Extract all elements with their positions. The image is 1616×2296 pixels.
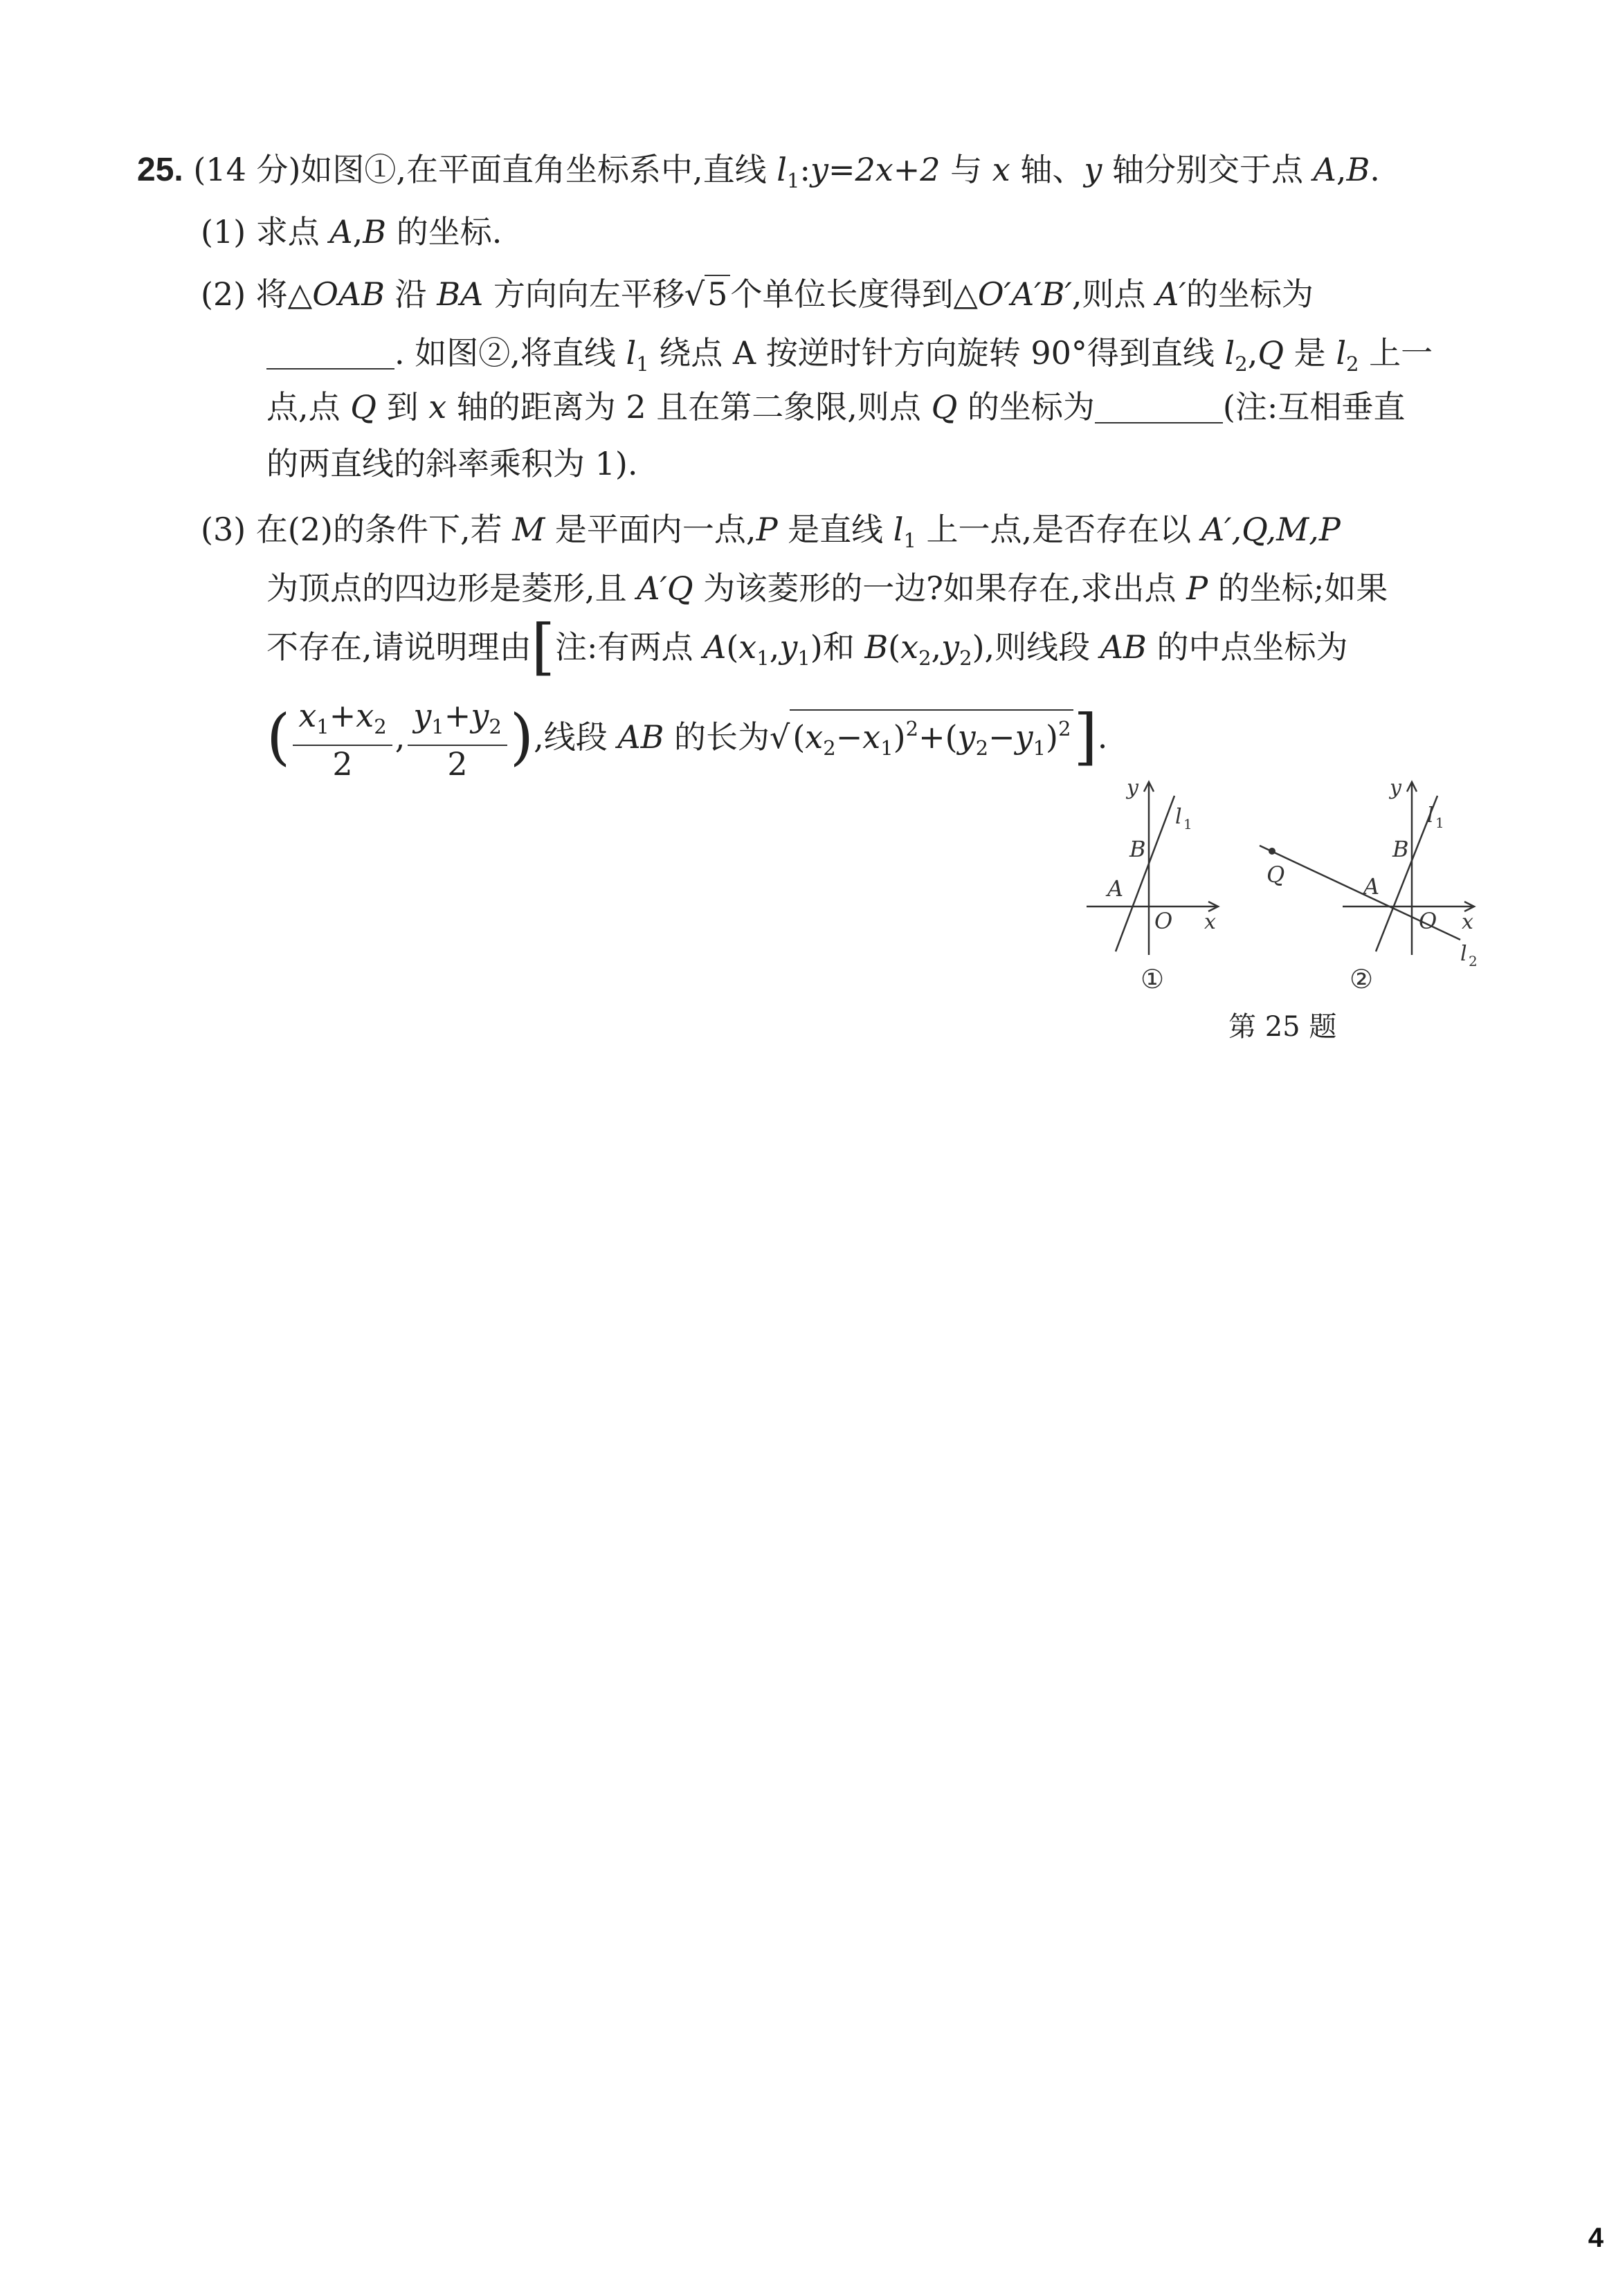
subscript: 1: [903, 529, 916, 552]
subscript: 1: [797, 646, 810, 670]
distance-formula: [790, 709, 1073, 766]
part3-note: 的中点坐标为: [1146, 628, 1348, 666]
part2-text: 沿: [384, 275, 437, 313]
line-l2: l: [1224, 334, 1235, 372]
point-b-label: B: [1129, 836, 1146, 862]
period: .: [1097, 718, 1108, 756]
answer-blank-q[interactable]: [1095, 392, 1223, 423]
part1-label: (1): [201, 213, 246, 250]
part3-text: 上一点,是否存在以: [916, 511, 1201, 548]
answer-blank-a-prime[interactable]: [266, 338, 394, 370]
part3-note: ,线段: [534, 718, 618, 756]
right-bracket: ]: [1073, 701, 1098, 772]
part2-text: 方向向左平移: [483, 275, 684, 313]
paren: (: [945, 718, 958, 756]
var-x: x: [805, 718, 824, 756]
part2-text: 将△: [255, 275, 313, 313]
segment-ab: AB: [617, 718, 664, 756]
part2-text: 到: [376, 388, 429, 426]
part3-text: 是平面内一点,: [545, 511, 756, 548]
subscript: 2: [489, 715, 502, 738]
subscript: 1: [316, 715, 329, 738]
var-x: x: [900, 628, 919, 666]
paren: (: [726, 628, 739, 666]
figure-1: [1080, 768, 1246, 990]
part2-text: 的坐标为: [957, 388, 1095, 426]
figure-2-svg: [1246, 768, 1495, 990]
x-axis-label: x: [1204, 910, 1216, 934]
period: .: [1370, 151, 1380, 188]
sqrt-value: 5: [705, 275, 730, 312]
part3-line-1: [201, 509, 1341, 561]
l1-label: l: [1427, 803, 1434, 828]
part3-note: 注:有两点: [554, 628, 704, 666]
var-y: y: [1015, 718, 1033, 756]
segment-ba: BA: [437, 275, 484, 313]
part3-line-4: [266, 695, 1107, 782]
part1-text: 求点: [255, 213, 330, 250]
var-x: x: [298, 697, 317, 734]
plus: +: [329, 697, 356, 734]
point-q-dot: [1269, 848, 1275, 855]
plus: +: [918, 718, 945, 756]
part2-text: 点,点: [266, 388, 351, 426]
subscript: 2: [975, 736, 989, 760]
point-b-label: B: [1392, 836, 1409, 862]
line-l2: l: [1336, 334, 1347, 372]
point-a: A: [1313, 151, 1336, 188]
part3-text: 的坐标;如果: [1208, 570, 1388, 607]
rhombus-vertices: A′,Q,M,P: [1201, 511, 1341, 548]
point-a-prime: A′: [1156, 275, 1186, 313]
part3-line-3: [266, 611, 1348, 682]
point-q: Q: [1258, 334, 1284, 372]
part3-text: 为该菱形的一边?如果存在,求出点: [693, 570, 1187, 607]
part2-text: 是: [1284, 334, 1336, 372]
paren: (: [792, 718, 806, 756]
var-y: y: [413, 697, 432, 734]
part3-text: 为顶点的四边形是菱形,且: [266, 570, 637, 607]
line-equation: y=2x+2: [810, 151, 941, 188]
subscript: 2: [1235, 352, 1248, 376]
part2-line-3: [266, 386, 1405, 428]
point-q: Q: [350, 388, 376, 426]
x-axis-label: x: [1462, 910, 1473, 934]
triangle-oab: OAB: [312, 275, 385, 313]
var-y: y: [779, 628, 798, 666]
var-x: x: [738, 628, 757, 666]
part2-text: 个单位长度得到△: [730, 275, 978, 313]
question-text: 轴、: [1010, 151, 1084, 188]
part2-note: 的两直线的斜率乘积为 1).: [266, 445, 638, 482]
y-axis-label: y: [1127, 776, 1138, 800]
left-bracket: [: [531, 611, 555, 682]
part2-note: (注:互相垂直: [1222, 388, 1406, 426]
part2-line-2: [266, 332, 1433, 385]
var-y: y: [941, 628, 960, 666]
part2-text: ,则点: [1071, 275, 1156, 313]
var-x: x: [356, 697, 374, 734]
paren: ): [893, 718, 906, 756]
sqrt-symbol: √: [770, 718, 790, 756]
question-number: 25.: [137, 152, 183, 188]
point-p: P: [756, 511, 778, 548]
point-b: B: [864, 628, 889, 666]
midpoint-y-fraction: [408, 698, 507, 782]
triangle-prime: O′A′B′: [977, 275, 1072, 313]
comma: ,: [769, 628, 780, 666]
part2-text: 绕点 A 按逆时针方向旋转 90°得到直线: [648, 334, 1225, 372]
comma: ,: [394, 718, 406, 756]
comma: ,: [1247, 334, 1258, 372]
subscript: 1: [756, 646, 770, 670]
question-text: 轴分别交于点: [1102, 151, 1314, 188]
minus: −: [835, 718, 863, 756]
part2-text: 的坐标为: [1186, 275, 1314, 313]
part3-text: 是直线: [777, 511, 893, 548]
colon: :: [799, 151, 810, 188]
superscript: 2: [1057, 717, 1071, 740]
l1-label: l: [1175, 805, 1182, 829]
subscript: 1: [431, 715, 444, 738]
segment-ab: AB: [1100, 628, 1147, 666]
var-x: x: [862, 718, 881, 756]
part3-note: 的长为: [664, 718, 770, 756]
left-paren: (: [266, 701, 291, 772]
question-text: 与: [940, 151, 992, 188]
figure-caption: 第 25 题: [1228, 1011, 1337, 1043]
y-axis-label: y: [1390, 776, 1401, 800]
right-paren: ): [509, 701, 534, 772]
comma: ,: [352, 213, 363, 250]
part3-label: (3): [201, 511, 246, 548]
point-m: M: [512, 511, 545, 548]
subscript: 2: [918, 646, 932, 670]
point-a-label: A: [1363, 873, 1380, 900]
part3-text: 在(2)的条件下,若: [255, 511, 513, 548]
denominator: 2: [332, 745, 353, 783]
origin-label: O: [1419, 908, 1437, 934]
l1-subscript: 1: [1435, 814, 1444, 831]
part1-text: 的坐标.: [386, 213, 502, 250]
point-a-label: A: [1107, 875, 1124, 902]
denominator: 2: [447, 745, 468, 783]
point-q-label: Q: [1267, 862, 1285, 888]
line-l1: l: [626, 334, 637, 372]
subscript: 2: [374, 715, 387, 738]
point-a: A: [329, 213, 353, 250]
figure-1-svg: [1080, 768, 1246, 990]
point-p: P: [1186, 570, 1208, 607]
subscript: 2: [959, 646, 972, 670]
subscript: 2: [823, 736, 836, 760]
part2-line-4: [266, 443, 637, 484]
paren: (: [888, 628, 901, 666]
var-x: x: [428, 388, 447, 426]
subscript: 1: [880, 736, 893, 760]
figure-2-label: ②: [1350, 964, 1374, 990]
line-l1: l: [777, 151, 788, 188]
question-line: [137, 149, 1380, 201]
midpoint-x-fraction: [293, 698, 392, 782]
part1-line: [201, 211, 502, 253]
question-text: 如图①,在平面直角坐标系中,直线: [300, 151, 777, 188]
part3-note: )和: [810, 628, 865, 666]
origin-label: O: [1154, 908, 1173, 934]
part3-note: ),则线段: [972, 628, 1100, 666]
figure-1-label: ①: [1141, 964, 1165, 990]
var-y: y: [1084, 151, 1102, 188]
page-number: 4: [1588, 2223, 1604, 2253]
paren: ): [1046, 718, 1058, 756]
part3-text: 不存在,请说明理由: [266, 628, 532, 666]
part3-line-2: [266, 567, 1388, 609]
subscript: 1: [1033, 736, 1046, 760]
part2-label: (2): [201, 275, 246, 313]
part2-line-1: [201, 273, 1314, 315]
subscript: 1: [636, 352, 649, 376]
var-x: x: [992, 151, 1010, 188]
sqrt-symbol: √: [684, 275, 705, 313]
line-l1: l: [893, 511, 904, 548]
l1-subscript: 1: [1183, 816, 1192, 832]
minus: −: [988, 718, 1015, 756]
superscript: 2: [905, 717, 919, 740]
var-y: y: [471, 697, 489, 734]
subscript: 2: [1346, 352, 1359, 376]
question-points: (14 分): [193, 151, 301, 188]
part2-text: 上一: [1359, 334, 1433, 372]
l2-label: l: [1460, 942, 1467, 966]
plus: +: [444, 697, 471, 734]
point-a: A: [703, 628, 727, 666]
subscript: 1: [787, 169, 800, 192]
figure-2: [1246, 768, 1495, 990]
comma: ,: [1336, 151, 1347, 188]
l2-subscript: 2: [1469, 953, 1478, 969]
segment-aq: A′Q: [637, 570, 693, 607]
var-y: y: [957, 718, 976, 756]
part2-text: . 如图②,将直线: [394, 334, 626, 372]
point-q: Q: [931, 388, 958, 426]
point-b: B: [363, 213, 387, 250]
comma: ,: [931, 628, 942, 666]
point-b: B: [1346, 151, 1370, 188]
part2-text: 轴的距离为 2 且在第二象限,则点: [446, 388, 932, 426]
